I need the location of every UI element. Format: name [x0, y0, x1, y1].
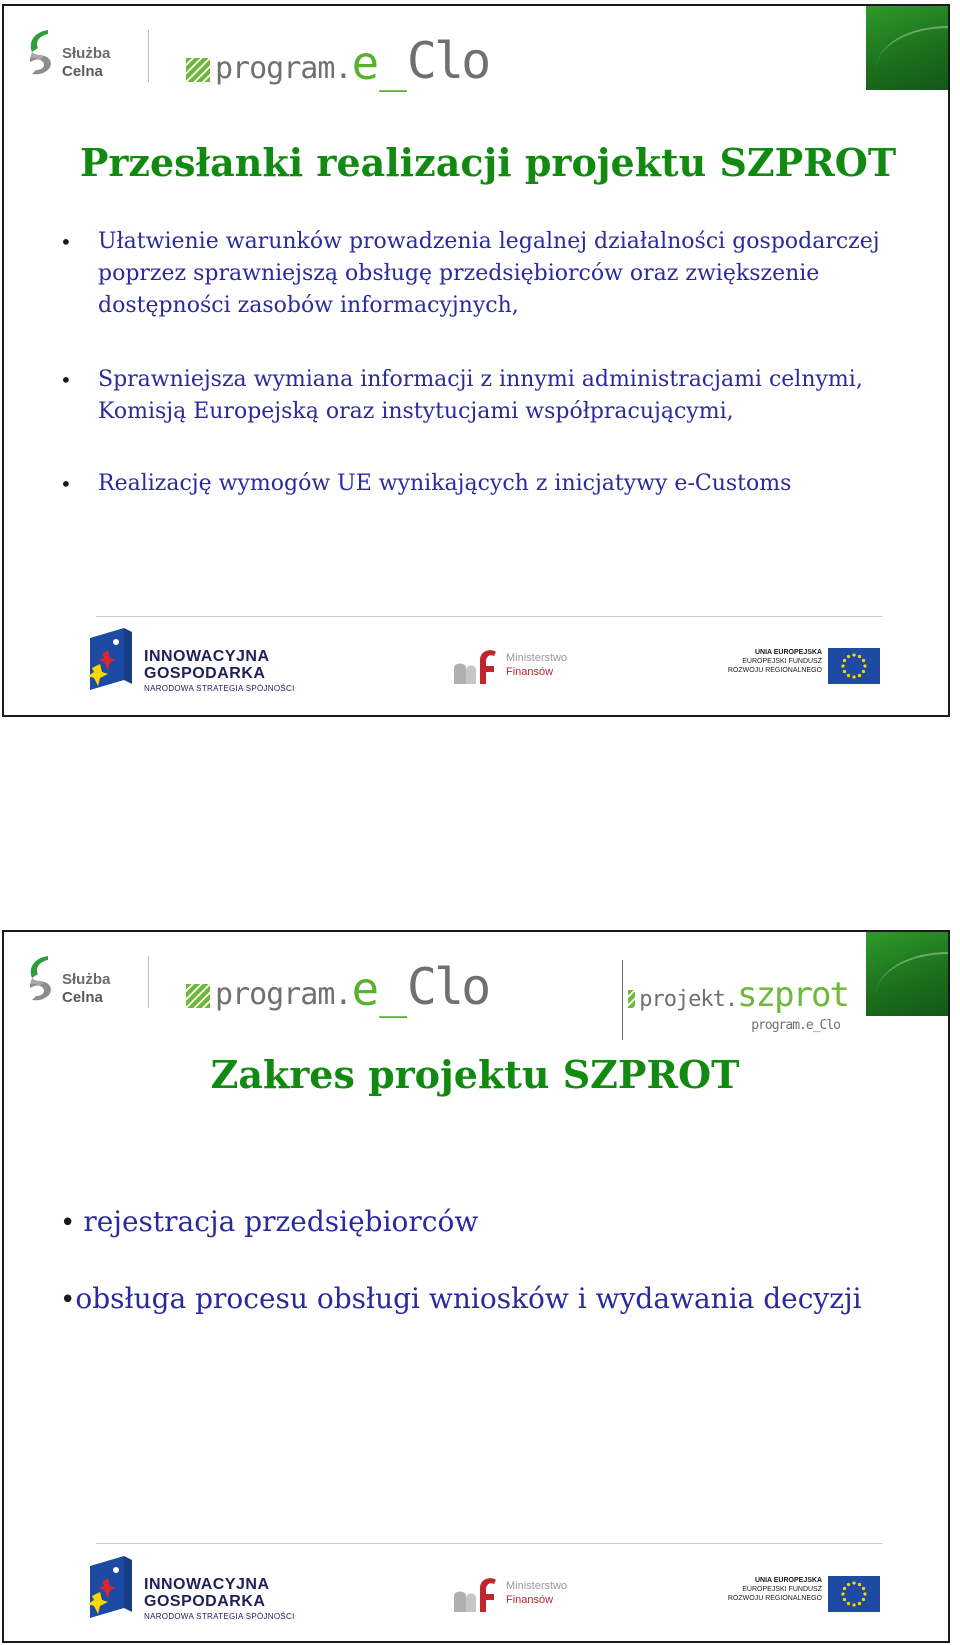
ig-flag-icon	[88, 628, 140, 694]
underscore: _	[379, 964, 407, 1018]
ig-line1: INNOWACYJNA	[144, 1576, 270, 1593]
program-eclo-logo	[186, 958, 489, 1018]
mf-mark-icon	[452, 646, 504, 686]
ig-line2: GOSPODARKA	[144, 1593, 266, 1610]
ministerstwo-finansow-logo	[452, 646, 592, 690]
e-letter: e	[351, 962, 380, 1016]
innowacyjna-gospodarka-logo	[88, 628, 308, 694]
bullet-dot: •	[60, 1208, 76, 1238]
stripes-icon	[628, 990, 635, 1008]
header-divider	[148, 30, 149, 82]
underscore: _	[379, 38, 407, 92]
e-letter: e	[351, 36, 380, 90]
sluzba-celna-emblem-icon	[26, 28, 60, 78]
celna-text: Celna	[62, 989, 103, 1006]
projekt-word: projekt.	[639, 987, 738, 1012]
innowacyjna-gospodarka-logo	[88, 1556, 308, 1622]
ig-line1: INNOWACYJNA	[144, 648, 270, 665]
ig-line3: NARODOWA STRATEGIA SPÓJNOŚCI	[144, 684, 295, 693]
bullet-item: • Ułatwienie warunków prowadzenia legalnej działalności gospodarczej poprzez sprawniejszą obsługę przedsiębiorców oraz zwiększenie dostępności zasobów informacyjnych,	[60, 226, 910, 322]
eu-line3: ROZWOJU REGIONALNEGO	[727, 1595, 822, 1602]
ministerstwo-finansow-logo	[452, 1574, 592, 1618]
corner-decoration	[866, 932, 948, 1016]
corner-decoration	[866, 6, 948, 90]
clo-word: Clo	[406, 32, 489, 90]
sluzba-celna-logo	[26, 28, 136, 84]
program-word: program.	[215, 51, 352, 86]
projekt-szprot-logo	[628, 975, 848, 1038]
bullet-list	[60, 226, 910, 542]
header-divider	[148, 956, 149, 1008]
stripes-icon	[186, 984, 210, 1008]
eu-flag-icon	[828, 648, 880, 684]
mf-line2: Finansów	[506, 1594, 554, 1606]
clo-word: Clo	[406, 958, 489, 1016]
eu-line2: EUROPEJSKI FUNDUSZ	[742, 1586, 822, 1593]
eu-line2: EUROPEJSKI FUNDUSZ	[742, 658, 822, 665]
bullet-item: • Sprawniejsza wymiana informacji z innymi administracjami celnymi, Komisją Europejską oraz instytucjami współpracującymi,	[60, 364, 910, 428]
bullet-dot: •	[60, 1285, 76, 1315]
footer-divider	[96, 616, 882, 617]
eu-line1: UNIA EUROPEJSKA	[754, 1577, 822, 1584]
slide-2	[2, 930, 950, 1643]
mf-line1: Ministerstwo	[506, 652, 568, 664]
mf-line1: Ministerstwo	[506, 1580, 568, 1592]
sluzba-celna-logo	[26, 954, 136, 1010]
sluzba-celna-emblem-icon	[26, 954, 60, 1004]
program-word: program.	[215, 977, 352, 1012]
celna-text: Celna	[62, 63, 103, 80]
eu-line3: ROZWOJU REGIONALNEGO	[727, 667, 822, 674]
slide-1	[2, 4, 950, 717]
bullet-item: • Realizację wymogów UE wynikających z inicjatywy e-Customs	[60, 468, 910, 500]
slide-title: Zakres projektu SZPROT	[210, 1052, 740, 1097]
bullet-item	[60, 1202, 920, 1243]
szprot-sub: program.e_Clo	[751, 1018, 840, 1033]
program-eclo-logo	[186, 32, 489, 92]
eu-fund-logo	[727, 648, 880, 688]
sluzba-text: Służba	[62, 45, 111, 62]
slide-title: Przesłanki realizacji projektu SZPROT	[79, 140, 897, 185]
bullet-text: obsługa procesu obsługi wniosków i wydawania decyzji	[75, 1282, 862, 1315]
ig-line3: NARODOWA STRATEGIA SPÓJNOŚCI	[144, 1612, 295, 1621]
mf-line2: Finansów	[506, 666, 554, 678]
bullet-text: rejestracja przedsiębiorców	[83, 1205, 479, 1238]
mf-mark-icon	[452, 1574, 504, 1614]
bullet-list	[60, 1202, 920, 1356]
eu-line1: UNIA EUROPEJSKA	[754, 649, 822, 656]
project-logo-divider	[622, 960, 623, 1040]
eu-flag-icon	[828, 1576, 880, 1612]
ig-flag-icon	[88, 1556, 140, 1622]
szprot-word: szprot	[737, 975, 848, 1015]
ig-line2: GOSPODARKA	[144, 665, 266, 682]
sluzba-text: Służba	[62, 971, 111, 988]
footer-divider	[96, 1543, 882, 1544]
eu-fund-logo	[727, 1576, 880, 1616]
stripes-icon	[186, 58, 210, 82]
bullet-item	[60, 1279, 920, 1320]
